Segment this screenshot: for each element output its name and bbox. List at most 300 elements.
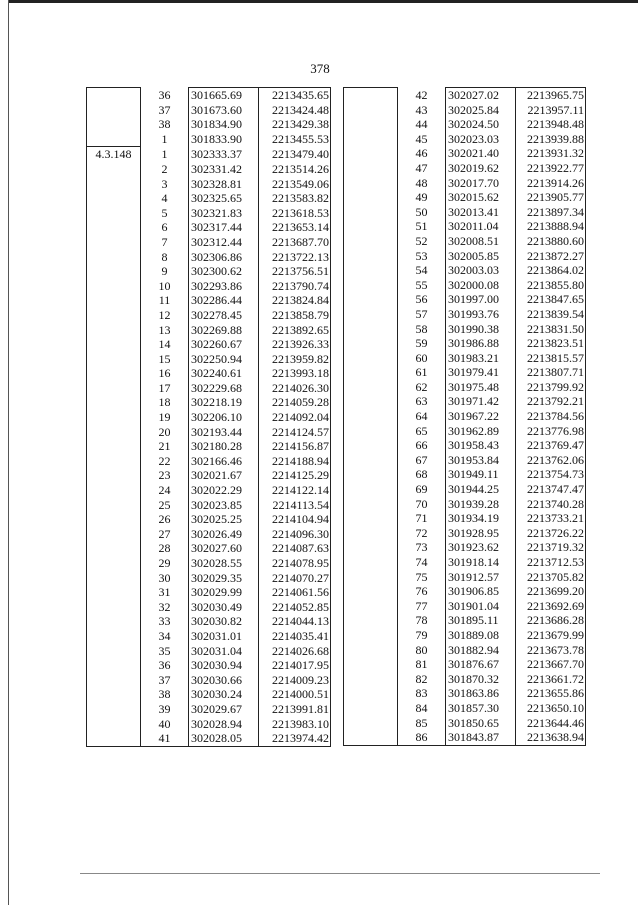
section-cell [344, 497, 398, 512]
x-coordinate-cell: 302250.94 [189, 352, 259, 367]
section-cell [87, 658, 141, 673]
point-number-cell: 18 [158, 395, 171, 410]
x-coordinate-cell: 302021.40 [446, 146, 516, 161]
y-coordinate-cell: 2214061.56 [259, 585, 331, 600]
y-coordinate-cell: 2213815.57 [516, 351, 586, 366]
table-row [87, 702, 331, 717]
y-coordinate-cell: 2213679.99 [516, 628, 586, 643]
x-coordinate-cell: 302166.46 [189, 454, 259, 469]
point-number-cell: 73 [415, 540, 428, 555]
x-coordinate-cell: 302331.42 [189, 162, 259, 177]
x-coordinate-cell: 301918.14 [446, 555, 516, 570]
section-cell [344, 161, 398, 176]
x-coordinate-cell: 302025.84 [446, 103, 516, 118]
x-coordinate-cell: 302240.61 [189, 366, 259, 381]
point-number-cell: 29 [158, 556, 171, 570]
x-coordinate-cell: 301986.88 [446, 336, 516, 351]
point-number-cell: 40 [158, 716, 171, 731]
x-coordinate-cell: 302019.62 [446, 161, 516, 176]
y-coordinate-cell: 2213754.73 [516, 467, 586, 482]
point-number-cell: 23 [158, 468, 171, 483]
point-number-cell: 26 [158, 512, 171, 527]
y-coordinate-cell: 2213747.47 [516, 482, 586, 497]
y-coordinate-cell: 2214104.94 [259, 512, 331, 527]
table-row [87, 147, 331, 162]
point-number-cell: 15 [158, 351, 171, 366]
x-coordinate-cell: 301834.90 [189, 117, 259, 132]
table-row [344, 424, 586, 439]
y-coordinate-cell: 2213549.06 [259, 177, 331, 192]
table-row [87, 571, 331, 586]
section-cell [344, 526, 398, 541]
y-coordinate-cell: 2213931.32 [516, 146, 586, 161]
point-number-cell: 58 [415, 321, 428, 336]
y-coordinate-cell: 2213991.81 [259, 702, 331, 717]
section-cell [344, 701, 398, 716]
y-coordinate-cell: 2213673.78 [516, 643, 586, 658]
point-number-cell: 33 [158, 614, 171, 629]
x-coordinate-cell: 302022.29 [189, 483, 259, 498]
table-row [87, 585, 331, 600]
x-coordinate-cell: 302031.01 [189, 629, 259, 644]
x-coordinate-cell: 302321.83 [189, 206, 259, 221]
section-cell [87, 687, 141, 702]
x-coordinate-cell: 301923.62 [446, 540, 516, 555]
x-coordinate-cell: 301876.67 [446, 657, 516, 672]
table-row [87, 279, 331, 294]
x-coordinate-cell: 302030.66 [189, 673, 259, 688]
table-row [87, 527, 331, 542]
table-row [87, 381, 331, 396]
x-coordinate-cell: 301983.21 [446, 351, 516, 366]
x-coordinate-cell: 302278.45 [189, 308, 259, 323]
table-row [87, 191, 331, 206]
table-row [87, 103, 331, 118]
y-coordinate-cell: 2213618.53 [259, 206, 331, 221]
y-coordinate-cell: 2213687.70 [259, 235, 331, 250]
table-row [344, 336, 586, 351]
point-number-cell: 74 [415, 555, 428, 569]
x-coordinate-cell: 302017.70 [446, 176, 516, 191]
section-cell [344, 482, 398, 497]
x-coordinate-cell: 302260.67 [189, 337, 259, 352]
point-number-cell: 79 [415, 627, 428, 642]
x-coordinate-cell: 302021.67 [189, 468, 259, 483]
section-cell [344, 409, 398, 424]
table-row [87, 352, 331, 367]
section-cell [87, 395, 141, 410]
point-number-cell: 70 [415, 496, 428, 511]
table-row [344, 249, 586, 264]
section-cell [344, 657, 398, 672]
y-coordinate-cell: 2213686.28 [516, 613, 586, 628]
point-number-cell: 36 [158, 658, 171, 673]
x-coordinate-cell: 301895.11 [446, 613, 516, 628]
y-coordinate-cell: 2213429.38 [259, 117, 331, 132]
page-left-border [8, 0, 9, 905]
section-cell [87, 585, 141, 600]
section-cell [87, 279, 141, 294]
y-coordinate-cell: 2213948.48 [516, 117, 586, 132]
x-coordinate-cell: 301870.32 [446, 672, 516, 687]
section-cell [344, 322, 398, 337]
x-coordinate-cell: 301997.00 [446, 292, 516, 307]
table-row [344, 701, 586, 716]
y-coordinate-cell: 2214078.95 [259, 556, 331, 571]
x-coordinate-cell: 302005.85 [446, 249, 516, 264]
y-coordinate-cell: 2213914.26 [516, 176, 586, 191]
x-coordinate-cell: 302306.86 [189, 250, 259, 265]
y-coordinate-cell: 2213864.02 [516, 263, 586, 278]
x-coordinate-cell: 301958.43 [446, 438, 516, 453]
section-cell [344, 263, 398, 278]
y-coordinate-cell: 2214026.68 [259, 644, 331, 659]
x-coordinate-cell: 301912.57 [446, 570, 516, 585]
table-row [87, 220, 331, 235]
section-cell [344, 438, 398, 453]
y-coordinate-cell: 2213847.65 [516, 292, 586, 307]
table-row [344, 307, 586, 322]
section-cell [87, 132, 141, 147]
section-cell [87, 571, 141, 586]
x-coordinate-cell: 301863.86 [446, 686, 516, 701]
y-coordinate-cell: 2213762.06 [516, 453, 586, 468]
point-number-cell: 28 [158, 541, 171, 556]
y-coordinate-cell: 2213790.74 [259, 279, 331, 294]
x-coordinate-cell: 301665.69 [189, 88, 259, 103]
point-number-cell: 13 [158, 322, 171, 337]
point-number-cell: 41 [141, 731, 189, 746]
y-coordinate-cell: 2213983.10 [259, 717, 331, 732]
table-row [344, 205, 586, 220]
table-row [344, 482, 586, 497]
table-row [87, 177, 331, 192]
point-number-cell: 52 [415, 233, 428, 248]
table-row [344, 292, 586, 307]
point-number-cell: 30 [158, 570, 171, 585]
point-number-cell: 53 [415, 248, 428, 263]
section-cell [87, 206, 141, 221]
x-coordinate-cell: 301971.42 [446, 394, 516, 409]
section-cell [87, 498, 141, 513]
table-row [344, 380, 586, 395]
x-coordinate-cell: 301673.60 [189, 103, 259, 118]
point-number-cell: 7 [161, 234, 168, 249]
point-number-cell: 72 [415, 525, 428, 540]
x-coordinate-cell: 302193.44 [189, 425, 259, 440]
x-coordinate-cell: 301934.19 [446, 511, 516, 526]
section-cell [87, 177, 141, 192]
page-bottom-rule [80, 873, 600, 874]
y-coordinate-cell: 2214070.27 [259, 571, 331, 586]
y-coordinate-cell: 2213858.79 [259, 308, 331, 323]
x-coordinate-cell: 302028.55 [189, 556, 259, 571]
section-cell [344, 672, 398, 687]
section-cell [344, 394, 398, 409]
point-number-cell: 4 [161, 191, 168, 206]
point-number-cell: 3 [161, 176, 168, 191]
point-number-cell: 46 [415, 146, 428, 161]
y-coordinate-cell: 2213993.18 [259, 366, 331, 381]
section-cell [87, 191, 141, 206]
point-number-cell: 86 [398, 730, 446, 745]
point-number-cell: 71 [415, 511, 428, 526]
x-coordinate-cell: 302027.60 [189, 541, 259, 556]
table-row [344, 672, 586, 687]
y-coordinate-cell: 2214052.85 [259, 600, 331, 615]
y-coordinate-cell: 2214017.95 [259, 658, 331, 673]
table-row [87, 731, 331, 746]
table-row [87, 250, 331, 265]
section-cell [87, 702, 141, 717]
point-number-cell: 66 [415, 438, 428, 453]
section-cell [87, 323, 141, 338]
y-coordinate-cell: 2213922.77 [516, 161, 586, 176]
section-cell [344, 88, 398, 103]
y-coordinate-cell: 2213455.53 [259, 132, 331, 147]
point-number-cell: 56 [415, 292, 428, 307]
table-row [344, 365, 586, 380]
table-row [87, 541, 331, 556]
section-cell [87, 673, 141, 688]
table-row [87, 117, 331, 132]
x-coordinate-cell: 302229.68 [189, 381, 259, 396]
point-number-cell: 43 [415, 102, 428, 117]
point-number-cell: 20 [158, 424, 171, 439]
point-number-cell: 61 [415, 365, 428, 380]
x-coordinate-cell: 302029.67 [189, 702, 259, 717]
section-cell [344, 117, 398, 132]
y-coordinate-cell: 2213839.54 [516, 307, 586, 322]
table-row [87, 132, 331, 147]
y-coordinate-cell: 2214000.51 [259, 687, 331, 702]
section-cell [344, 511, 398, 526]
y-coordinate-cell: 2213897.34 [516, 205, 586, 220]
section-cell [344, 132, 398, 147]
y-coordinate-cell: 2213769.47 [516, 438, 586, 453]
point-number-cell: 32 [158, 599, 171, 614]
section-cell [344, 730, 398, 745]
section-cell [87, 425, 141, 440]
table-row [344, 351, 586, 366]
point-number-cell: 10 [158, 278, 171, 293]
point-number-cell: 78 [415, 613, 428, 628]
point-number-cell: 2 [161, 161, 168, 176]
y-coordinate-cell: 2214113.54 [259, 498, 331, 513]
table-row [87, 439, 331, 454]
y-coordinate-cell: 2213926.33 [259, 337, 331, 352]
section-cell [87, 381, 141, 396]
point-number-cell: 60 [415, 350, 428, 365]
x-coordinate-cell: 302028.94 [189, 717, 259, 732]
point-number-cell: 31 [158, 585, 171, 600]
table-row [87, 556, 331, 571]
section-cell: 4.3.148 [87, 147, 141, 162]
x-coordinate-cell: 302333.37 [189, 147, 259, 162]
section-cell [344, 467, 398, 482]
table-row [344, 686, 586, 701]
x-coordinate-cell: 302000.08 [446, 278, 516, 293]
point-number-cell: 11 [158, 293, 171, 308]
y-coordinate-cell: 2213638.94 [516, 730, 586, 745]
x-coordinate-cell: 302015.62 [446, 190, 516, 205]
x-coordinate-cell: 302312.44 [189, 235, 259, 250]
table-row [87, 162, 331, 177]
point-number-cell: 38 [158, 117, 171, 132]
y-coordinate-cell: 2213756.51 [259, 264, 331, 279]
section-cell [87, 117, 141, 132]
section-cell [344, 613, 398, 628]
section-cell [87, 308, 141, 323]
y-coordinate-cell: 2213583.82 [259, 191, 331, 206]
table-row [87, 468, 331, 483]
y-coordinate-cell: 2213712.53 [516, 555, 586, 570]
page-top-border [8, 0, 638, 3]
y-coordinate-cell: 2213905.77 [516, 190, 586, 205]
point-number-cell: 38 [158, 687, 171, 702]
table-row [344, 322, 586, 337]
table-row [87, 629, 331, 644]
y-coordinate-cell: 2213939.88 [516, 132, 586, 147]
point-number-cell: 51 [415, 219, 428, 234]
table-row [87, 425, 331, 440]
table-row [87, 717, 331, 732]
y-coordinate-cell: 2213776.98 [516, 424, 586, 439]
section-cell [87, 614, 141, 629]
point-number-cell: 55 [415, 277, 428, 292]
y-coordinate-cell: 2214026.30 [259, 381, 331, 396]
section-cell [344, 716, 398, 731]
x-coordinate-cell: 302003.03 [446, 263, 516, 278]
x-coordinate-cell: 301850.65 [446, 716, 516, 731]
point-number-cell: 1 [161, 132, 168, 147]
table-row [87, 337, 331, 352]
table-row [344, 628, 586, 643]
x-coordinate-cell: 301882.94 [446, 643, 516, 658]
y-coordinate-cell: 2214156.87 [259, 439, 331, 454]
table-row [87, 483, 331, 498]
x-coordinate-cell: 302317.44 [189, 220, 259, 235]
table-row [344, 497, 586, 512]
point-number-cell: 12 [158, 307, 171, 322]
section-cell [344, 380, 398, 395]
section-cell [344, 540, 398, 555]
x-coordinate-cell: 302030.82 [189, 614, 259, 629]
section-cell [344, 205, 398, 220]
table-row [344, 263, 586, 278]
point-number-cell: 27 [158, 526, 171, 541]
coordinates-table-right [343, 87, 586, 746]
x-coordinate-cell: 302031.04 [189, 644, 259, 659]
table-row [87, 308, 331, 323]
table-row [344, 438, 586, 453]
y-coordinate-cell: 2213824.84 [259, 293, 331, 308]
table-row [87, 88, 331, 103]
section-cell [87, 410, 141, 425]
x-coordinate-cell: 302328.81 [189, 177, 259, 192]
table-row [344, 278, 586, 293]
x-coordinate-cell: 301843.87 [446, 730, 516, 745]
coordinates-table-left [86, 87, 331, 747]
x-coordinate-cell: 302024.50 [446, 117, 516, 132]
y-coordinate-cell: 2213644.46 [516, 716, 586, 731]
section-cell [344, 234, 398, 249]
section-cell [344, 336, 398, 351]
table-row [344, 103, 586, 118]
point-number-cell: 24 [158, 483, 171, 498]
point-number-cell: 83 [415, 686, 428, 701]
y-coordinate-cell: 2214124.57 [259, 425, 331, 440]
section-cell [87, 468, 141, 483]
point-number-cell: 39 [158, 701, 171, 716]
x-coordinate-cell: 302030.94 [189, 658, 259, 673]
x-coordinate-cell: 301967.22 [446, 409, 516, 424]
page-number: 378 [310, 61, 330, 76]
x-coordinate-cell: 302026.49 [189, 527, 259, 542]
x-coordinate-cell: 302025.25 [189, 512, 259, 527]
point-number-cell: 16 [158, 366, 171, 381]
table-row [87, 600, 331, 615]
point-number-cell: 25 [158, 497, 171, 512]
point-number-cell: 44 [415, 117, 428, 132]
table-row [344, 584, 586, 599]
table-row [344, 599, 586, 614]
table-row [344, 146, 586, 161]
y-coordinate-cell: 2213733.21 [516, 511, 586, 526]
x-coordinate-cell: 301939.28 [446, 497, 516, 512]
x-coordinate-cell: 301949.11 [446, 467, 516, 482]
y-coordinate-cell: 2213888.94 [516, 219, 586, 234]
x-coordinate-cell: 301928.95 [446, 526, 516, 541]
y-coordinate-cell: 2213959.82 [259, 352, 331, 367]
table-row [87, 512, 331, 527]
point-number-cell: 85 [415, 715, 428, 730]
section-cell [87, 600, 141, 615]
section-cell [87, 439, 141, 454]
table-row [344, 394, 586, 409]
y-coordinate-cell: 2213726.22 [516, 526, 586, 541]
x-coordinate-cell: 301990.38 [446, 322, 516, 337]
section-cell [87, 264, 141, 279]
point-number-cell: 8 [161, 249, 168, 264]
table-row [87, 454, 331, 469]
point-number-cell: 84 [415, 700, 428, 715]
x-coordinate-cell: 302293.86 [189, 279, 259, 294]
x-coordinate-cell: 301953.84 [446, 453, 516, 468]
table-row [87, 323, 331, 338]
point-number-cell: 77 [415, 598, 428, 613]
x-coordinate-cell: 301975.48 [446, 380, 516, 395]
x-coordinate-cell: 302029.99 [189, 585, 259, 600]
point-number-cell: 45 [415, 131, 428, 146]
y-coordinate-cell: 2214125.29 [259, 468, 331, 483]
y-coordinate-cell: 2213784.56 [516, 409, 586, 424]
point-number-cell: 21 [158, 439, 171, 454]
section-cell [344, 365, 398, 380]
x-coordinate-cell: 302011.04 [446, 219, 516, 234]
y-coordinate-cell: 2213653.14 [259, 220, 331, 235]
section-cell [344, 190, 398, 205]
x-coordinate-cell: 302013.41 [446, 205, 516, 220]
y-coordinate-cell: 2213479.40 [259, 147, 331, 162]
y-coordinate-cell: 2214044.13 [259, 614, 331, 629]
x-coordinate-cell: 301857.30 [446, 701, 516, 716]
section-cell [87, 103, 141, 118]
y-coordinate-cell: 2213692.69 [516, 599, 586, 614]
section-cell [87, 629, 141, 644]
table-row [344, 716, 586, 731]
point-number-cell: 68 [415, 467, 428, 482]
